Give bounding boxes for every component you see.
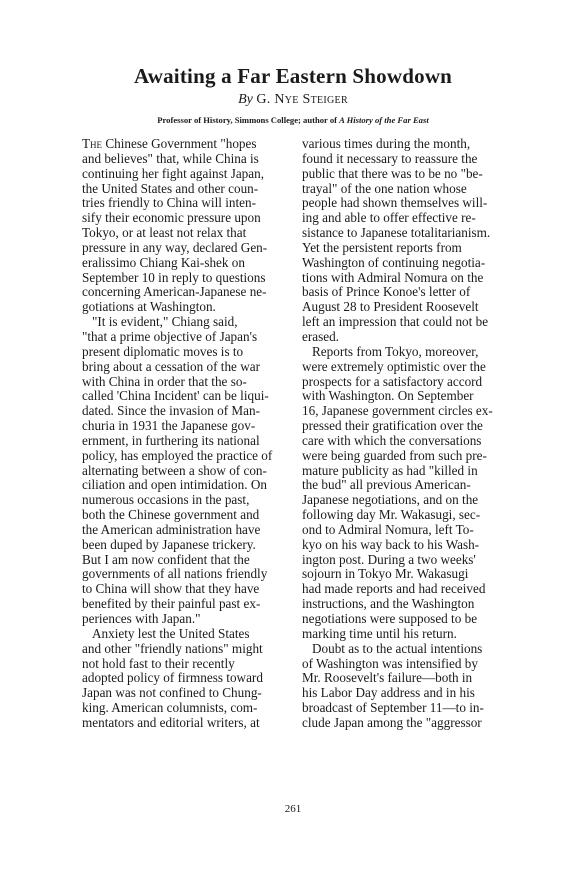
text-line: both the Chinese government and	[82, 507, 260, 523]
text-line: sojourn in Tokyo Mr. Wakasugi	[302, 566, 469, 582]
text-line: present diplomatic moves is to	[82, 343, 244, 359]
text-line: Anxiety lest the United States	[92, 625, 250, 641]
text-line: had made reports and had received	[302, 581, 486, 597]
text-line: periences with Japan."	[82, 611, 201, 626]
text-line: numerous occasions in the past,	[82, 492, 250, 508]
text-line: and believes" that, while China is	[82, 150, 259, 166]
text-line: prospects for a satisfactory accord	[302, 373, 483, 389]
text-line: with China in order that the so-	[82, 373, 247, 389]
text-line: Japanese negotiations, and on the	[302, 492, 479, 508]
text-line: ciliation and open intimidation. On	[82, 477, 267, 493]
text-line: pressure in any way, declared Gen-	[82, 239, 268, 255]
text-line: sify their economic pressure upon	[82, 210, 261, 226]
text-line: the bud" all previous American-	[302, 477, 471, 493]
text-line: Yet the persistent reports from	[302, 239, 462, 255]
text-line: bring about a cessation of the war	[82, 358, 260, 374]
text-line: 16, Japanese government circles ex-	[302, 403, 493, 419]
text-line: the United States and other coun-	[82, 180, 259, 196]
text-line: not hold fast to their recently	[82, 655, 235, 671]
text-line: and other "friendly nations" might	[82, 640, 263, 656]
text-line: "It is evident," Chiang said,	[92, 314, 238, 330]
text-line: alternating between a show of con-	[82, 462, 267, 478]
article-title: Awaiting a Far Eastern Showdown	[133, 64, 453, 88]
text-line: negotiations were supposed to be	[302, 611, 478, 626]
text-line: pressed their gratification over the	[302, 418, 483, 434]
text-line: governments of all nations friendly	[82, 566, 268, 582]
text-line: called 'China Incident' can be liqui-	[82, 388, 269, 404]
affiliation-text: Professor of History, Simmons College; author of	[157, 115, 338, 125]
text-line: Reports from Tokyo, moreover,	[312, 343, 479, 359]
author-affiliation	[0, 115, 586, 125]
text-line: broadcast of September 11—to in-	[302, 700, 484, 716]
text-line: mature publicity as had "killed in	[302, 462, 478, 478]
text-line: trayal" of the one nation whose	[302, 180, 467, 196]
text-line: of Washington was intensified by	[302, 655, 478, 671]
page-number: 261	[284, 803, 302, 815]
text-line: Mr. Roosevelt's failure—both in	[302, 670, 473, 686]
text-line: various times during the month,	[302, 136, 471, 151]
text-line: king. American columnists, com-	[82, 700, 258, 716]
text-line: mentators and editorial writers, at	[82, 714, 260, 730]
text-line: were being guarded from such pre-	[302, 447, 487, 463]
text-line: "that a prime objective of Japan's	[82, 328, 258, 344]
text-line: kyo on his way back to his Wash-	[302, 536, 480, 552]
text-line: ernment, in furthering its national	[82, 432, 260, 448]
text-line: August 28 to President Roosevelt	[302, 299, 479, 315]
text-line: sistance to Japanese totalitarianism.	[302, 225, 491, 241]
text-line: public that there was to be no "be-	[302, 165, 483, 181]
byline	[0, 92, 586, 108]
text-line: tions with Admiral Nomura on the	[302, 269, 484, 285]
text-line: eralissimo Chiang Kai-shek on	[82, 254, 245, 270]
byline-prefix: By	[238, 92, 253, 107]
text-line: ing and able to offer effective re-	[302, 210, 476, 226]
text-line: clude Japan among the "aggressor	[302, 714, 482, 730]
text-line: ond to Admiral Nomura, left To-	[302, 521, 474, 537]
text-line: Doubt as to the actual intentions	[312, 640, 483, 656]
text-line: tries friendly to China will inten-	[82, 195, 256, 211]
author-name: G. Nye Steiger	[256, 92, 348, 107]
text-line: been duped by Japanese trickery.	[82, 536, 256, 552]
text-line: concerning American-Japanese ne-	[82, 284, 267, 300]
text-line: policy, has employed the practice of	[82, 447, 273, 463]
text-line: dated. Since the invasion of Man-	[82, 403, 260, 419]
text-line: basis of Prince Konoe's letter of	[302, 284, 471, 300]
text-line: adopted policy of firmness toward	[82, 670, 263, 686]
text-line: gotiations at Washington.	[82, 299, 216, 315]
text-line: benefited by their painful past ex-	[82, 596, 261, 612]
left-column	[82, 137, 298, 731]
text-line: Japan was not confined to Chung-	[82, 685, 262, 701]
text-line: instructions, and the Washington	[302, 596, 475, 612]
text-line: were extremely optimistic over the	[302, 358, 486, 374]
text-line: with Washington. On September	[302, 388, 474, 404]
right-column	[302, 137, 518, 731]
text-line: Washington of continuing negotia-	[302, 254, 486, 270]
text-line: Tokyo, or at least not relax that	[82, 225, 247, 241]
text-line: But I am now confident that the	[82, 551, 250, 567]
text-line: left an impression that could not be	[302, 314, 489, 330]
text-line: care with which the conversations	[302, 432, 482, 448]
text-line: The Chinese Government "hopes	[82, 136, 257, 151]
text-line: his Labor Day address and in his	[302, 685, 475, 701]
text-line: continuing her fight against Japan,	[82, 165, 265, 181]
book-title: A History of the Far East	[339, 115, 429, 125]
text-line: marking time until his return.	[302, 625, 457, 641]
text-line: ington post. During a two weeks'	[302, 551, 476, 567]
text-line: churia in 1931 the Japanese gov-	[82, 418, 256, 434]
text-line: people had shown themselves will-	[302, 195, 488, 211]
text-line: to China will show that they have	[82, 581, 260, 597]
text-line: the American administration have	[82, 521, 261, 537]
text-line: erased.	[302, 328, 339, 344]
text-line: following day Mr. Wakasugi, sec-	[302, 507, 481, 523]
text-line: September 10 in reply to questions	[82, 269, 266, 285]
text-line: found it necessary to reassure the	[302, 150, 478, 166]
